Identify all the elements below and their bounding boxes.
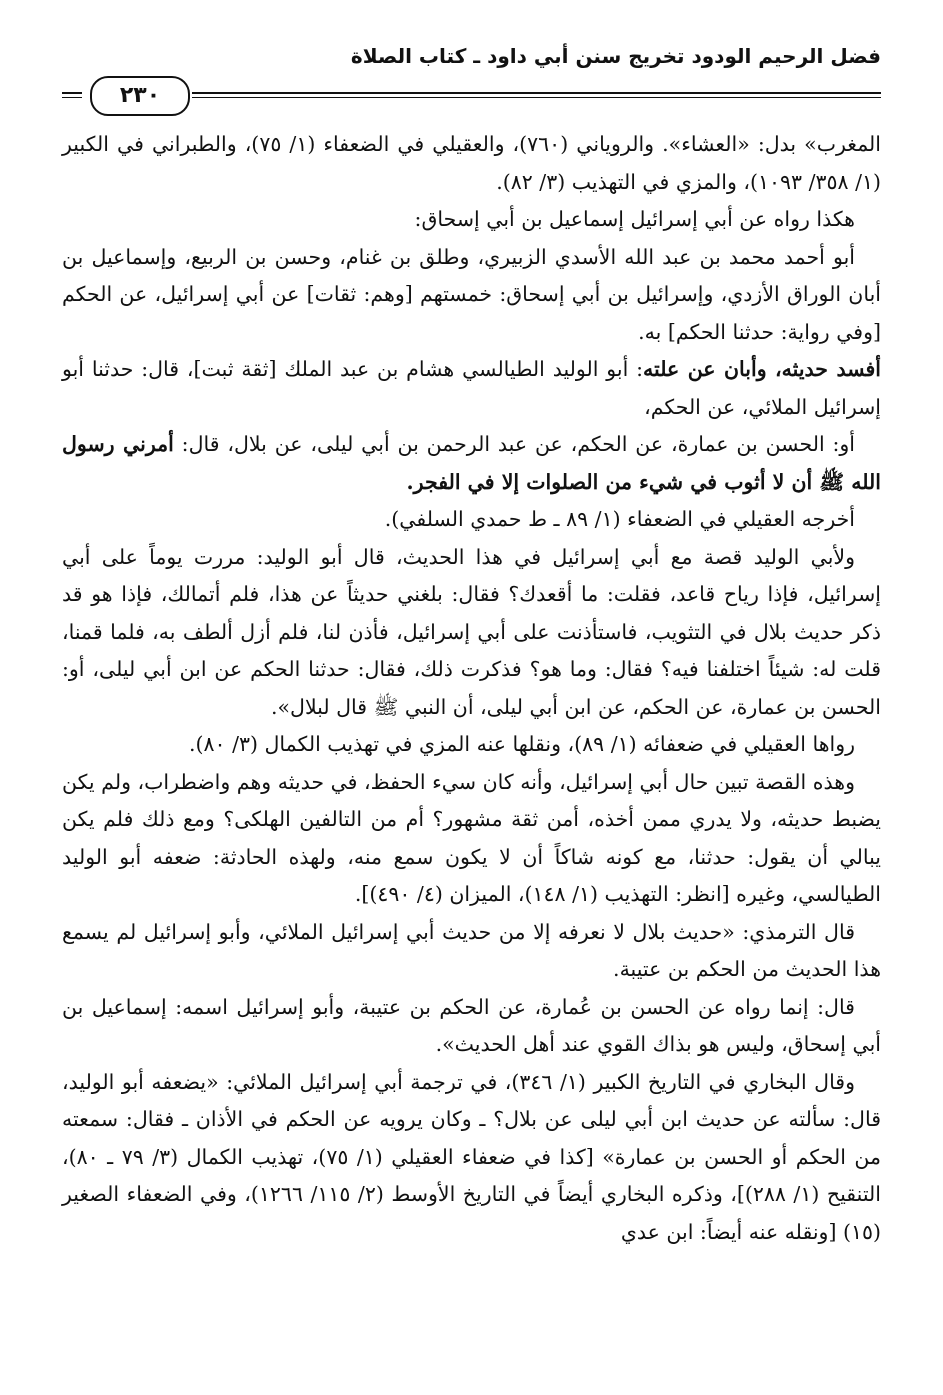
paragraph-text: وقال البخاري في التاريخ الكبير (١/ ٣٤٦)، في ترجمة أبي إسرائيل الملائي: «يضعفه أبو الوليد، قال: سألته عن حديث ابن أبي ليلى عن بلال؟ ـ وكان يرويه عن الحكم في الأذان ـ فقال: سمعته من الحكم أو الحسن بن عمارة» [كذا في ضعفاء العقيلي (١/ ٧٥)، تهذيب الكمال (٣/ ٧٩ ـ ٨٠)، التنقيح (١/ ٢٨٨)]، وذكره البخاري أيضاً في التاريخ الأوسط (٢/ ١١٥/ ١٢٦٦)، وفي الضعفاء الصغير (١٥) [ونقله عنه أيضاً: ابن عدي (62, 1069, 881, 1244)
page-number: ٢٣٠ (90, 76, 190, 116)
paragraph-text: ولأبي الوليد قصة مع أبي إسرائيل في هذا الحديث، قال أبو الوليد: مررت يوماً على أبي إسرائيل، فإذا رياح قاعد، فقلت: ما أقعدك؟ فقال: بلغني حديثاً عن هذا، فلم أتمالك، فإذا هو قد ذكر حديث بلال في التثويب، فاستأذنت على أبي إسرائيل، فأذن لنا، فلم أزل ألطف به، فلما قمنا، قلت له: شيئاً اختلفنا فيه؟ فقال: وما هو؟ فذكرت ذلك، فقال: حدثنا الحكم عن ابن أبي ليلى، أو: الحسن بن عمارة، عن الحكم، عن ابن أبي ليلى، أن النبي ﷺ قال لبلال». (62, 544, 881, 719)
paragraph (62, 914, 881, 989)
paragraph (62, 989, 881, 1064)
body-text (62, 126, 881, 1251)
paragraph-text: قال: إنما رواه عن الحسن بن عُمارة، عن الحكم بن عتيبة، وأبو إسرائيل اسمه: إسماعيل بن أبي إسحاق، وليس هو بذاك القوي عند أهل الحديث». (62, 994, 881, 1056)
header-double-line (192, 92, 881, 98)
paragraph-text: أبو أحمد محمد بن عبد الله الأسدي الزبيري، وطلق بن غنام، وحسن بن الربيع، وإسماعيل بن أبان الوراق الأزدي، وإسرائيل بن أبي إسحاق: خمستهم [وهم: ثقات] عن أبي إسرائيل، عن الحكم [وفي رواية: حدثنا الحكم] به. (62, 244, 881, 344)
paragraph-text: أو: الحسن بن عمارة، عن الحكم، عن عبد الرحمن بن أبي ليلى، عن بلال، قال: (173, 432, 855, 456)
paragraph-text: وهذه القصة تبين حال أبي إسرائيل، وأنه كان سيء الحفظ، في حديثه وهم واضطراب، ولم يكن يضبط حديثه، ولا يدري ممن أخذه، أمن ثقة مشهور؟ أم من التالفين الهلكى؟ ومع ذلك فلم يكن يبالي أن يقول: حدثنا، مع كونه شاكاً أن لا يكون سمع منه، ولهذه الحادثة: ضعفه أبو الوليد الطيالسي، وغيره [انظر: التهذيب (١/ ١٤٨)، الميزان (٤/ ٤٩٠)]. (62, 769, 881, 906)
paragraph-text: أخرجه العقيلي في الضعفاء (١/ ٨٩ ـ ط حمدي السلفي). (384, 507, 855, 531)
paragraph (62, 764, 881, 914)
paragraph (62, 726, 881, 764)
header-rule (62, 76, 881, 122)
bold-text: أمرني رسول الله ﷺ أن لا أثوب في شيء من الصلوات إلا في الفجر. (62, 432, 881, 494)
paragraph-text: : أبو الوليد الطيالسي هشام بن عبد الملك [ثقة ثبت]، قال: حدثنا أبو إسرائيل الملائي، عن الحكم، (62, 357, 881, 419)
paragraph (62, 126, 881, 201)
header-double-line-left (62, 92, 82, 98)
paragraph (62, 1064, 881, 1252)
paragraph (62, 201, 881, 239)
paragraph-text: المغرب» بدل: «العشاء». والروياني (٧٦٠)، والعقيلي في الضعفاء (١/ ٧٥)، والطبراني في الكبير (١/ ٣٥٨/ ١٠٩٣)، والمزي في التهذيب (٣/ ٨٢). (62, 132, 881, 194)
paragraph-text: هكذا رواه عن أبي إسرائيل إسماعيل بن أبي إسحاق: (414, 207, 855, 231)
paragraph-text: رواها العقيلي في ضعفائه (١/ ٨٩)، ونقلها عنه المزي في تهذيب الكمال (٣/ ٨٠). (189, 732, 855, 756)
paragraph (62, 239, 881, 352)
paragraph (62, 539, 881, 727)
paragraph-text: قال الترمذي: «حديث بلال لا نعرفه إلا من حديث أبي إسرائيل الملائي، وأبو إسرائيل لم يسمع هذا الحديث من الحكم بن عتيبة. (62, 919, 881, 981)
paragraph (62, 426, 881, 501)
paragraph (62, 501, 881, 539)
running-title: فضل الرحيم الودود تخريج سنن أبي داود ـ كتاب الصلاة (350, 44, 881, 68)
bold-text: أفسد حديثه، وأبان عن علته (643, 357, 881, 381)
paragraph (62, 351, 881, 426)
